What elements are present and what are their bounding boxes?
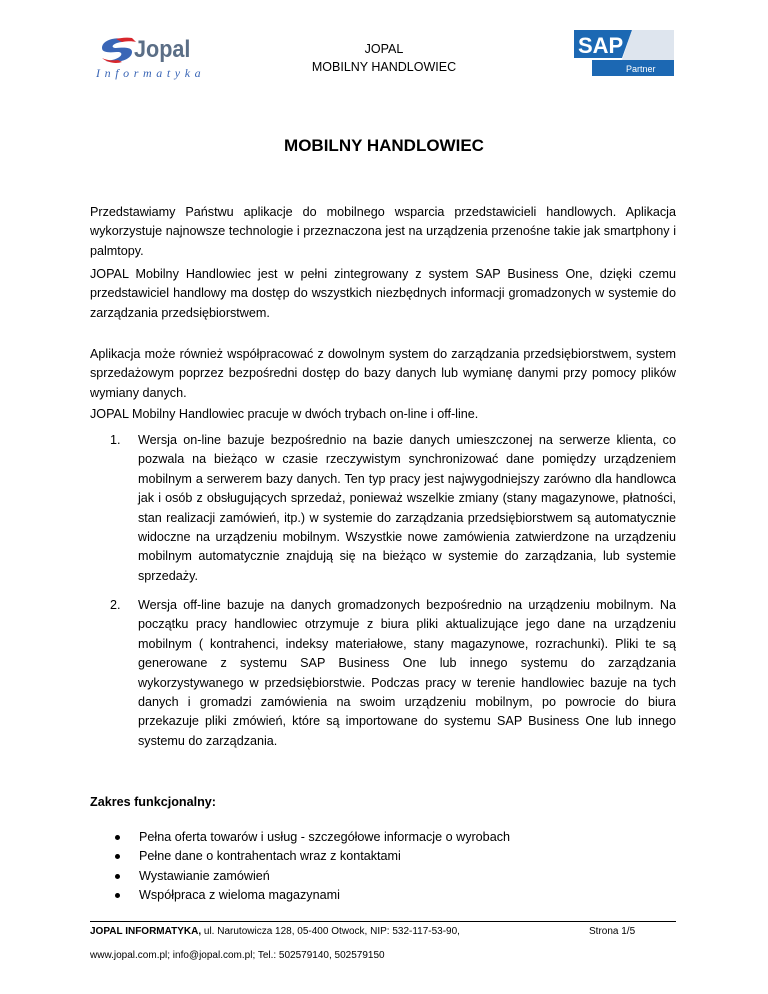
feature-text: Pełne dane o kontrahentach wraz z kontaktami — [139, 849, 401, 864]
modes-list-1 — [110, 431, 676, 586]
sap-logo-text: SAP — [578, 33, 624, 58]
page-title: MOBILNY HANDLOWIEC — [284, 136, 484, 155]
modes-paragraph: JOPAL Mobilny Handlowiec pracuje w dwóch trybach on-line i off-line. — [90, 407, 479, 421]
jopal-sub-text: Informatyka — [96, 66, 206, 80]
list-item — [115, 828, 510, 847]
modes-list-2 — [110, 596, 676, 751]
page-number: Strona 1/5 — [589, 926, 636, 937]
footer-address — [90, 926, 460, 937]
footer-company: JOPAL INFORMATYKA, — [90, 926, 202, 937]
compatibility-paragraph: Aplikacja może również współpracować z dowolnym system do zarządzania przedsiębiorstwem, system sprzedażowym poprzez bezpośredni dostęp do bazy danych lub wymianę danymi przy pomocy plików wymiany danych. — [90, 347, 676, 400]
features-list — [115, 828, 510, 906]
sap-partner-logo — [574, 30, 674, 80]
footer-contact: www.jopal.com.pl; info@jopal.com.pl; Tel.: 502579140, 502579150 — [90, 950, 385, 961]
list-item — [110, 596, 676, 751]
footer-divider — [90, 921, 676, 922]
bullet-icon — [115, 874, 120, 879]
jopal-brand-text: Jopal — [134, 36, 191, 63]
bullet-icon — [115, 893, 120, 898]
feature-text: Wystawianie zamówień — [139, 868, 270, 883]
list-item — [115, 847, 510, 866]
header-product: MOBILNY HANDLOWIEC — [311, 60, 457, 74]
list-item — [115, 867, 510, 886]
header-company: JOPAL — [364, 42, 404, 56]
list-item-number: 1. — [110, 433, 121, 447]
list-item-number: 2. — [110, 598, 121, 612]
bullet-icon — [115, 854, 120, 859]
feature-text: Współpraca z wieloma magazynami — [139, 888, 340, 903]
list-item — [110, 431, 676, 586]
integration-paragraph: JOPAL Mobilny Handlowiec jest w pełni zintegrowany z system SAP Business One, dzięki czemu przedstawiciel handlowy ma dostęp do wszystkich niezbędnych informacji gromadzonych w systemie do zarządzania przedsiębiorstwem. — [90, 267, 676, 320]
footer-address-text: ul. Narutowicza 128, 05-400 Otwock, NIP: 532-117-53-90, — [201, 926, 460, 937]
list-item-text: Wersja off-line bazuje na danych gromadzonych bezpośrednio na urządzeniu mobilnym. Na początku pracy handlowiec otrzymuje z biura pliki aktualizujące jego dane na urządzeniu mobilnym ( kontrahenci, indeksy materiałowe, stany magazynowe, rozrachunki). Pliki te są generowane z systemu SAP Business One lub innego systemu do zarządzania wykorzystywanego w przedsiębiorstwie. Podczas pracy w terenie handlowiec bazuje na tych danych i gromadzi zamówienia na swoim urządzeniu mobilnym, po powrocie do biura przekazuje pliki zmówień, które są importowane do systemu SAP Business One lub innego systemu do zarządzania. — [138, 598, 676, 748]
header-title-block — [284, 40, 484, 76]
feature-text: Pełna oferta towarów i usług - szczegółowe informacje o wyrobach — [139, 830, 510, 844]
bullet-icon — [115, 835, 120, 840]
sap-partner-text: Partner — [626, 64, 656, 74]
jopal-logo — [98, 36, 216, 80]
intro-paragraph: Przedstawiamy Państwu aplikacje do mobilnego wsparcia przedstawicieli handlowych. Aplikacja wykorzystuje najnowsze technologie i przeznaczona jest na urządzenia przenośne takie jak smartphony i palmtopy. — [90, 205, 676, 258]
list-item-text: Wersja on-line bazuje bezpośrednio na bazie danych umieszczonej na serwerze klienta, co pozwala na bieżąco w czasie rzeczywistym synchronizować dane pomiędzy urządzeniem mobilnym a serwerem bazy danych. Ten typ pracy jest najwygodniejszy zarówno dla handlowca jak i osób z obsługujących sprzedaż, ponieważ wszelkie zmiany (stany magazynowe, płatności, stan realizacji zamówień, itp.) w systemie do zarządzania przedsiębiorstwem są automatycznie widoczne na urządzeniu mobilnym. Wszystkie nowe zamówienia zatwierdzone na urządzeniu mobilnym automatycznie znajdują się na bieżąco w systemie do zarządzania, lub systemie sprzedaży. — [138, 433, 676, 583]
features-heading: Zakres funkcjonalny: — [90, 795, 216, 809]
list-item — [115, 886, 510, 905]
